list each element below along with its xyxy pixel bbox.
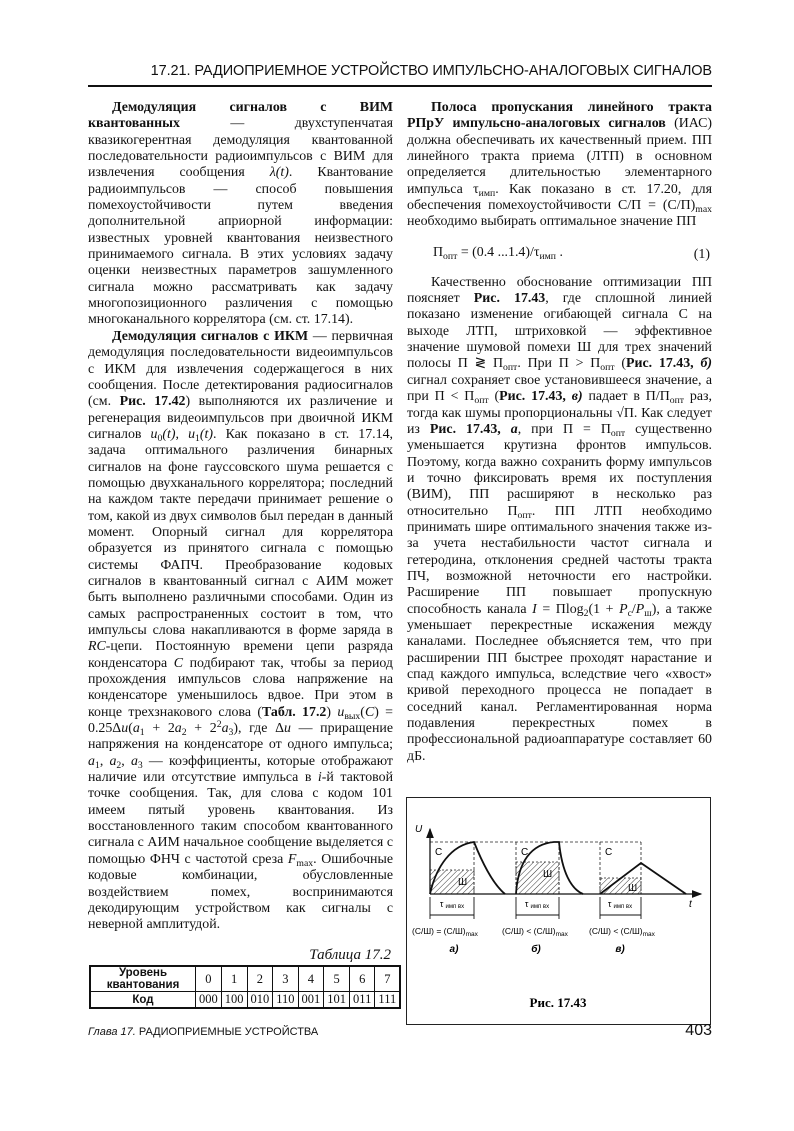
text-run: в) xyxy=(571,389,583,405)
table-cell: 2 xyxy=(247,966,273,992)
condition-text: (С/Ш) = (С/Ш) xyxy=(412,926,466,936)
text-run: 1 xyxy=(139,727,145,739)
text-run: max xyxy=(695,204,712,216)
condition-text: (С/Ш) < (С/Ш) xyxy=(589,926,643,936)
text-run: Рис. 17.43, xyxy=(499,389,572,405)
tau-subscript: имп вх xyxy=(445,904,465,910)
text-run: Полоса пропускания линейного тракта РПрУ импульсно-аналоговых сигналов xyxy=(407,100,712,132)
text-run: опт xyxy=(610,427,626,439)
text-run: ) xyxy=(326,704,338,720)
table-row xyxy=(90,966,400,992)
noise-label: Ш xyxy=(543,869,553,880)
text-run: a xyxy=(132,721,140,737)
table-cell: 111 xyxy=(375,992,401,1009)
text-run: 1 xyxy=(195,432,200,444)
panel-condition xyxy=(502,926,569,938)
text-run: Демодуляция сигналов с ИКМ xyxy=(112,328,309,344)
text-run: б) xyxy=(700,356,712,372)
text-run: опт xyxy=(517,509,532,521)
y-axis-label: U xyxy=(415,824,423,835)
text-run: -й тактовой точке сообщения. Так, для слова с кодом 101 имеем пятый уровень квантования. Из восстановленного таким способом квантованного сигнала с АИМ начальное сообщение выделяется с помощью ФНЧ с частотой среза xyxy=(88,770,393,867)
paragraph xyxy=(88,100,393,329)
text-run: 0 xyxy=(157,432,163,444)
text-run: ( xyxy=(360,704,365,720)
text-run: а xyxy=(510,421,518,437)
text-run: имп xyxy=(478,187,496,199)
text-run: . Как показано в ст. 17.14, задача оптимального различения бинарных сигналов на фоне гауссовского шума решается с помощью двухканального коррелятора; последний на каждом такте передачи принимает решение о том, какой из двух символов был передан в данный момент. Опорный сигнал для коррелятора образуется из принятого сигнала с помощью системы ФАПЧ. Преобразование кодовых сигналов в квантованный сигнал с АИМ может быть выполнено различными способами. Один из самых распространенных состоит в том, что импульсы слова накапливаются в форме заряда в xyxy=(88,426,393,638)
text-run: u xyxy=(150,426,158,442)
text-run: опт xyxy=(600,362,615,374)
tau-label xyxy=(440,899,464,910)
text-run: a xyxy=(221,721,229,737)
text-run: , xyxy=(99,753,110,769)
text-run: падает в П/П xyxy=(582,389,670,405)
text-run: ( xyxy=(488,389,500,405)
text-run: 1 xyxy=(94,759,100,771)
table-cell: 0 xyxy=(196,966,222,992)
text-run: — коэффициенты, которые отображают наличие или отсутствие импульса в xyxy=(88,753,393,786)
right-text-after-equation xyxy=(407,275,712,765)
text-run: F xyxy=(287,851,297,867)
text-run: Табл. 17.2 xyxy=(261,704,327,720)
text-run: λ(t) xyxy=(269,165,289,181)
tau-symbol: τ xyxy=(439,899,444,909)
right-column xyxy=(407,100,712,765)
text-run: опт xyxy=(443,250,458,262)
right-text-before-equation xyxy=(407,100,712,231)
condition-text: (С/Ш) < (С/Ш) xyxy=(502,926,556,936)
text-run: ), а также уменьшает перекрестные искажения между каналами. Последнее объясняется тем, что при расширении ПП быстрее проходят нарастание и спад каждого импульса, вследствие чего «хвост» кривой переходного процесса не попадает в соседний канал. Регламентированная норма подавления перекрестных помех в профессиональной радиоаппаратуре составляет 60 дБ. xyxy=(407,601,712,764)
text-run: c xyxy=(627,607,632,619)
panel-letter: а) xyxy=(449,944,459,955)
table-cell: 4 xyxy=(298,966,324,992)
condition-subscript: max xyxy=(555,931,568,938)
text-run: + 2 xyxy=(186,721,217,737)
paragraph xyxy=(407,275,712,765)
text-run: (t) xyxy=(199,426,213,442)
text-run: u xyxy=(188,426,196,442)
text-run: подбирают так, чтобы за период прохождения импульсов слова напряжение на конденсаторе уменьшилось вдвое. При этом в конце трехзнакового слова ( xyxy=(88,655,393,720)
paragraph xyxy=(88,329,393,934)
page-number: 403 xyxy=(685,1022,712,1039)
text-run: опт xyxy=(474,395,489,407)
table-cell: 6 xyxy=(350,966,375,992)
text-run: = (0.4 ...1.4)/τ xyxy=(457,244,540,260)
signal-label: С xyxy=(435,847,443,858)
text-run: / xyxy=(631,601,636,617)
text-run: ( xyxy=(128,721,133,737)
text-run: Рис. 17.43, xyxy=(429,421,511,437)
tau-symbol: τ xyxy=(524,899,529,909)
text-run: вых xyxy=(344,710,361,722)
text-run: . Квантование радиоимпульсов — способ повышения помехоустойчивости путем введения дополнительной априорной информации: известных уровней квантования неизвестного принимаемого сигнала. В этих условиях задачу оценки неизвестных параметров зашумленного сигнала можно рассматривать как задачу многопозиционного различения с помощью многоканального коррелятора (см. ст. 17.14). xyxy=(88,165,393,328)
tau-label xyxy=(608,899,632,910)
text-run: Рис. 17.43 xyxy=(473,291,546,307)
table-cell: 100 xyxy=(221,992,247,1009)
text-run: ш xyxy=(644,607,652,619)
tau-subscript: имп вх xyxy=(530,904,550,910)
text-run: , где сплошной линией показано изменение огибающей сигнала С на выходе ЛТП, штриховкой — эффективное значение шумовой помехи Ш для трех значений полосы П ≷ П xyxy=(407,291,712,372)
noise-area-b xyxy=(516,862,559,894)
text-run: ( xyxy=(614,356,626,372)
text-run: ) = 0.25Δ xyxy=(88,704,394,737)
signal-label: С xyxy=(521,847,529,858)
table-cell: 000 xyxy=(196,992,222,1009)
table-cell: 001 xyxy=(298,992,324,1009)
text-run: опт xyxy=(669,395,685,407)
text-run: 3 xyxy=(137,759,143,771)
text-run: , при П = П xyxy=(517,421,611,437)
panel-letter: в) xyxy=(615,944,625,955)
text-run: П xyxy=(433,244,444,260)
text-run: C xyxy=(364,704,375,720)
table-cell: 7 xyxy=(375,966,401,992)
chapter-prefix: Глава 17. xyxy=(88,1026,136,1038)
text-run: . xyxy=(556,244,563,260)
text-run: Качественно обоснование оптимизации ПП поясняет xyxy=(407,274,712,307)
table-cell: 3 xyxy=(273,966,298,992)
panel-condition xyxy=(589,926,656,938)
noise-label: Ш xyxy=(628,883,638,894)
text-run: a xyxy=(88,753,95,769)
text-run: Рис. 17.42 xyxy=(119,394,186,410)
text-run: (ИАС) должна обеспечивать их качественный прием. ПП линейного тракта приема (ЛТП) в основном определяется длительностью элементарного импульса τ xyxy=(407,116,712,197)
text-run: — первичная демодуляция последовательности видеоимпульсов с ИКМ для извлечения содержащегося в них сообщения. После детектирования радиосигналов (см. xyxy=(88,328,393,410)
equation-number: (1) xyxy=(693,246,710,262)
text-run: a xyxy=(174,721,182,737)
text-run: + 2 xyxy=(144,721,175,737)
text-run: RC xyxy=(88,639,106,655)
text-run: -цепи. Постоянную времени цепи разряда конденсатора xyxy=(88,639,393,671)
text-run: a xyxy=(109,753,117,769)
text-run: сигнал сохраняет свое установившееся значение, а при П < П xyxy=(407,372,712,405)
text-run: , xyxy=(175,426,189,442)
figure-17-43 xyxy=(406,797,711,1025)
text-run: u xyxy=(284,721,291,737)
paragraph xyxy=(407,100,712,231)
text-run: . ПП ЛТП необходимо принимать шире оптимального значения также из-за учета нестабильности частот сигнала и гетеродина, отклонения средней частоты тракта ПЧ, возможной неточности его настройки. Расширение ПП повышает пропускную способность канала xyxy=(407,503,713,617)
text-run: (1 + xyxy=(588,601,620,617)
table-cell: 101 xyxy=(324,992,350,1009)
equation-expression xyxy=(433,245,563,261)
table-row xyxy=(90,992,400,1009)
text-run: a xyxy=(130,753,138,769)
text-run: (t) xyxy=(162,426,176,442)
text-run: . Ошибочные кодовые комбинации, обусловленные воздействием помех, воспринимаются декодирующим устройством как сигналы с неверной амплитудой. xyxy=(88,851,393,933)
text-run: имп xyxy=(539,250,557,262)
text-run: 3 xyxy=(228,727,234,739)
table-cell: 1 xyxy=(221,966,247,992)
text-run: ), где Δ xyxy=(233,721,284,737)
text-run: Рис. 17.43, xyxy=(626,356,701,372)
text-run: ) выполняются их различение и регенерация видеоимпульсов при двоичной ИКМ сигналов xyxy=(88,394,393,442)
text-run: P xyxy=(635,601,645,617)
signal-label: С xyxy=(605,847,613,858)
text-run: 2 xyxy=(216,719,222,731)
text-run: . Как показано в ст. 17.20, для обеспечения помехоустойчивости С/П = (С/П) xyxy=(407,181,712,214)
row-header: Уровень квантования xyxy=(90,966,196,992)
text-run: 2 xyxy=(181,727,187,739)
condition-subscript: max xyxy=(642,931,655,938)
text-run: . При П > П xyxy=(517,356,601,372)
text-run: C xyxy=(173,655,184,671)
text-run: max xyxy=(296,857,314,869)
figure-caption: Рис. 17.43 xyxy=(529,995,587,1010)
table-cell: 010 xyxy=(247,992,273,1009)
equation-1 xyxy=(407,231,712,275)
quantization-table xyxy=(89,965,401,1009)
text-run: , xyxy=(121,753,131,769)
text-run: i xyxy=(317,770,322,786)
table-cell: 5 xyxy=(324,966,350,992)
panel-condition xyxy=(412,926,479,938)
footer-chapter xyxy=(88,1026,318,1038)
tau-label xyxy=(525,899,549,910)
condition-subscript: max xyxy=(465,931,478,938)
table-cell: 110 xyxy=(273,992,298,1009)
table-caption: Таблица 17.2 xyxy=(309,947,391,963)
text-run: u xyxy=(337,704,345,720)
running-header: 17.21. РАДИОПРИЕМНОЕ УСТРОЙСТВО ИМПУЛЬСНО-АНАЛОГОВЫХ СИГНАЛОВ xyxy=(150,63,712,79)
tau-symbol: τ xyxy=(607,899,612,909)
text-run: 2 xyxy=(583,607,589,619)
text-run: существенно уменьшается крутизна фронтов импульсов. Поэтому, когда важно сохранить форму импульсов и точно фиксировать время их поступления (ВИМ), ПП расширяют в несколько раз относительно П xyxy=(407,421,712,519)
header-rule xyxy=(88,85,712,87)
text-run: = Пlog xyxy=(536,601,584,617)
text-run: P xyxy=(619,601,628,617)
text-run: — двухступенчатая квазикогерентная демодуляция квантованной последовательности радиоимпульсов с ВИМ для извлечения сообщения xyxy=(88,116,393,181)
pulse-diagram xyxy=(407,798,710,1024)
left-column xyxy=(88,100,393,934)
chapter-title: РАДИОПРИЕМНЫЕ УСТРОЙСТВА xyxy=(135,1026,319,1038)
text-run: раз, тогда как шумы пропорциональны √П. Как следует из xyxy=(407,389,712,437)
text-run: u xyxy=(121,721,129,737)
panel-letter: б) xyxy=(531,944,541,955)
text-run: 2 xyxy=(116,759,122,771)
x-axis-label: t xyxy=(689,899,692,910)
table-cell: 011 xyxy=(350,992,375,1009)
text-run: — приращение напряжения на конденсаторе от одного импульса; xyxy=(88,721,393,753)
row-header: Код xyxy=(90,992,196,1009)
text-run: I xyxy=(532,601,537,617)
noise-label: Ш xyxy=(458,877,468,888)
text-run: опт xyxy=(503,362,518,374)
text-run: необходимо выбирать оптимальное значение ПП xyxy=(407,214,697,230)
tau-subscript: имп вх xyxy=(613,904,633,910)
text-run: Демодуляция сигналов с ВИМ квантованных xyxy=(88,100,393,132)
